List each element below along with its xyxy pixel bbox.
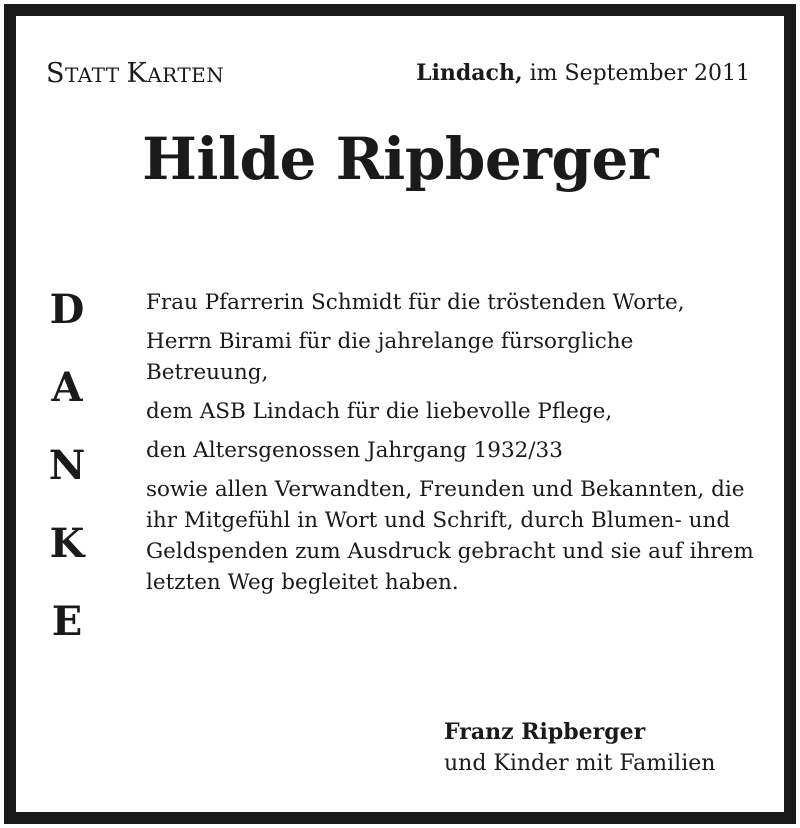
header-initial-k: K <box>126 58 148 89</box>
header-rest-statt: TATT <box>65 63 127 87</box>
header-statt-karten <box>46 58 224 89</box>
thanks-text <box>146 287 756 606</box>
signature-family: und Kinder mit Familien <box>444 751 716 776</box>
thanks-paragraph: dem ASB Lindach für die liebevolle Pflege, <box>146 399 613 424</box>
header-place: Lindach, <box>416 60 523 86</box>
header-initial-s: S <box>46 58 65 89</box>
thanks-paragraph: Herrn Birami für die jahrelange fürsorgliche Betreuung, <box>146 329 634 385</box>
header-date: im September 2011 <box>522 61 750 86</box>
danke-letter: A <box>51 364 83 411</box>
signature-name: Franz Ripberger <box>444 719 646 745</box>
danke-letter: D <box>49 286 85 333</box>
thanks-paragraph: Frau Pfarrerin Schmidt für die tröstenden Worte, <box>146 290 685 315</box>
danke-letter: E <box>51 598 83 645</box>
header-rest-karten: ARTEN <box>147 63 225 87</box>
danke-letter: K <box>49 520 85 567</box>
danke-vertical <box>42 286 92 680</box>
header-place-date <box>416 60 750 86</box>
signature <box>444 716 715 780</box>
deceased-name: Hilde Ripberger <box>142 125 658 193</box>
danke-letter: N <box>48 442 86 489</box>
thanks-paragraph: sowie allen Verwandten, Freunden und Bekannten, die ihr Mitgefühl in Wort und Schrift, durch Blumen- und Geldspenden zum Ausdruck gebracht und sie auf ihrem letzten Weg begleitet haben. <box>146 477 754 595</box>
thanks-paragraph: den Altersgenossen Jahrgang 1932/33 <box>146 438 563 463</box>
